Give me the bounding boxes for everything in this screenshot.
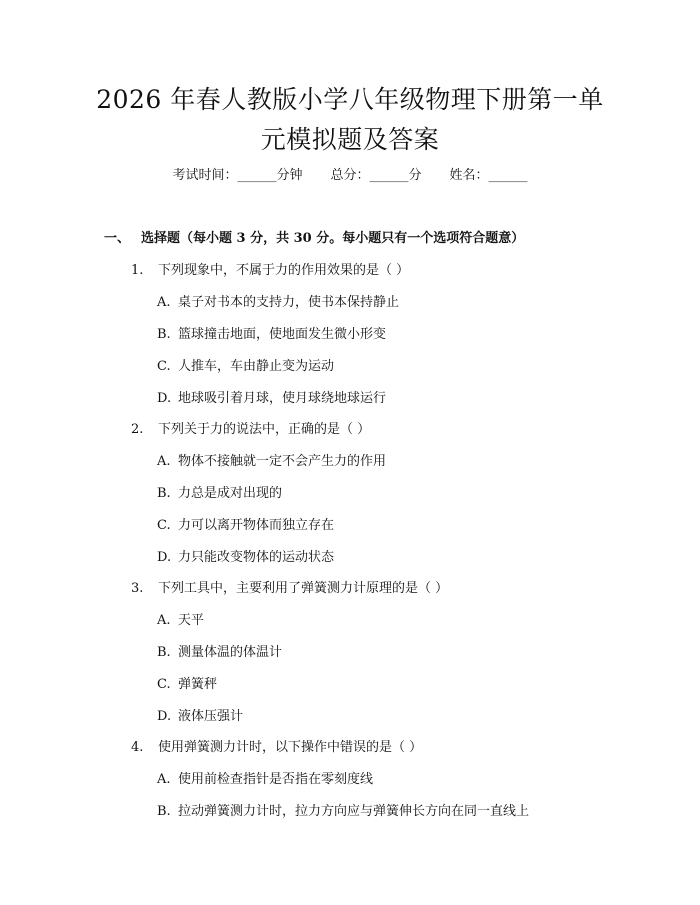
- question-number: 4.: [131, 740, 144, 755]
- option-letter: D.: [157, 391, 172, 406]
- exam-score: 总分：______分: [330, 168, 422, 183]
- question-3-option-b: [157, 643, 282, 663]
- question-1: [131, 261, 409, 281]
- question-number: 2.: [131, 422, 144, 437]
- option-text: 地球吸引着月球，使月球绕地球运行: [178, 391, 387, 406]
- option-letter: B.: [157, 486, 171, 501]
- option-text: 人推车，车由静止变为运动: [178, 359, 335, 374]
- question-1-option-a: [157, 293, 399, 313]
- document-title: [60, 80, 640, 160]
- question-2-option-b: [157, 484, 282, 504]
- section-title: 选择题（每小题 3 分，共 30 分。每小题只有一个选项符合题意）: [141, 231, 525, 246]
- question-text: 下列关于力的说法中，正确的是（ ）: [158, 422, 371, 437]
- question-1-option-d: [157, 389, 386, 409]
- question-4: [131, 738, 422, 758]
- question-3: [131, 579, 448, 599]
- section-heading: [104, 229, 524, 249]
- option-letter: B.: [157, 645, 171, 660]
- option-letter: D.: [157, 709, 172, 724]
- option-letter: A.: [157, 454, 171, 469]
- exam-time: 考试时间：______分钟: [172, 168, 303, 183]
- question-3-option-c: [157, 675, 217, 695]
- question-3-option-d: [157, 707, 243, 727]
- option-text: 篮球撞击地面，使地面发生微小形变: [178, 327, 387, 342]
- option-text: 桌子对书本的支持力，使书本保持静止: [178, 295, 400, 310]
- question-2-option-c: [157, 516, 334, 536]
- option-letter: C.: [157, 677, 171, 692]
- question-text: 使用弹簧测力计时，以下操作中错误的是（ ）: [158, 740, 423, 755]
- exam-info: [0, 166, 700, 186]
- question-4-option-b: [157, 802, 529, 822]
- option-text: 弹簧秤: [178, 677, 218, 692]
- question-text: 下列工具中，主要利用了弹簧测力计原理的是（ ）: [158, 581, 449, 596]
- option-letter: A.: [157, 772, 171, 787]
- question-2: [131, 420, 370, 440]
- option-text: 力可以离开物体而独立存在: [178, 518, 335, 533]
- question-3-option-a: [157, 611, 204, 631]
- option-letter: C.: [157, 359, 171, 374]
- option-text: 力总是成对出现的: [178, 486, 283, 501]
- question-text: 下列现象中，不属于力的作用效果的是（ ）: [158, 263, 410, 278]
- option-text: 使用前检查指针是否指在零刻度线: [178, 772, 374, 787]
- title-line-2: 元模拟题及答案: [260, 125, 440, 154]
- question-number: 3.: [131, 581, 144, 596]
- question-number: 1.: [131, 263, 144, 278]
- option-text: 天平: [178, 613, 205, 628]
- option-letter: D.: [157, 550, 172, 565]
- question-1-option-b: [157, 325, 386, 345]
- question-4-option-a: [157, 770, 373, 790]
- option-letter: C.: [157, 518, 171, 533]
- option-text: 力只能改变物体的运动状态: [178, 550, 335, 565]
- question-1-option-c: [157, 357, 334, 377]
- option-text: 液体压强计: [178, 709, 244, 724]
- section-number: 一、: [104, 231, 131, 246]
- option-letter: B.: [157, 804, 171, 819]
- question-2-option-a: [157, 452, 386, 472]
- option-letter: B.: [157, 327, 171, 342]
- question-2-option-d: [157, 548, 334, 568]
- option-text: 物体不接触就一定不会产生力的作用: [178, 454, 387, 469]
- option-letter: A.: [157, 613, 171, 628]
- option-text: 拉动弹簧测力计时，拉力方向应与弹簧伸长方向在同一直线上: [178, 804, 530, 819]
- exam-name: 姓名：______: [449, 168, 528, 183]
- option-text: 测量体温的体温计: [178, 645, 283, 660]
- title-line-1: 2026 年春人教版小学八年级物理下册第一单: [96, 85, 604, 114]
- option-letter: A.: [157, 295, 171, 310]
